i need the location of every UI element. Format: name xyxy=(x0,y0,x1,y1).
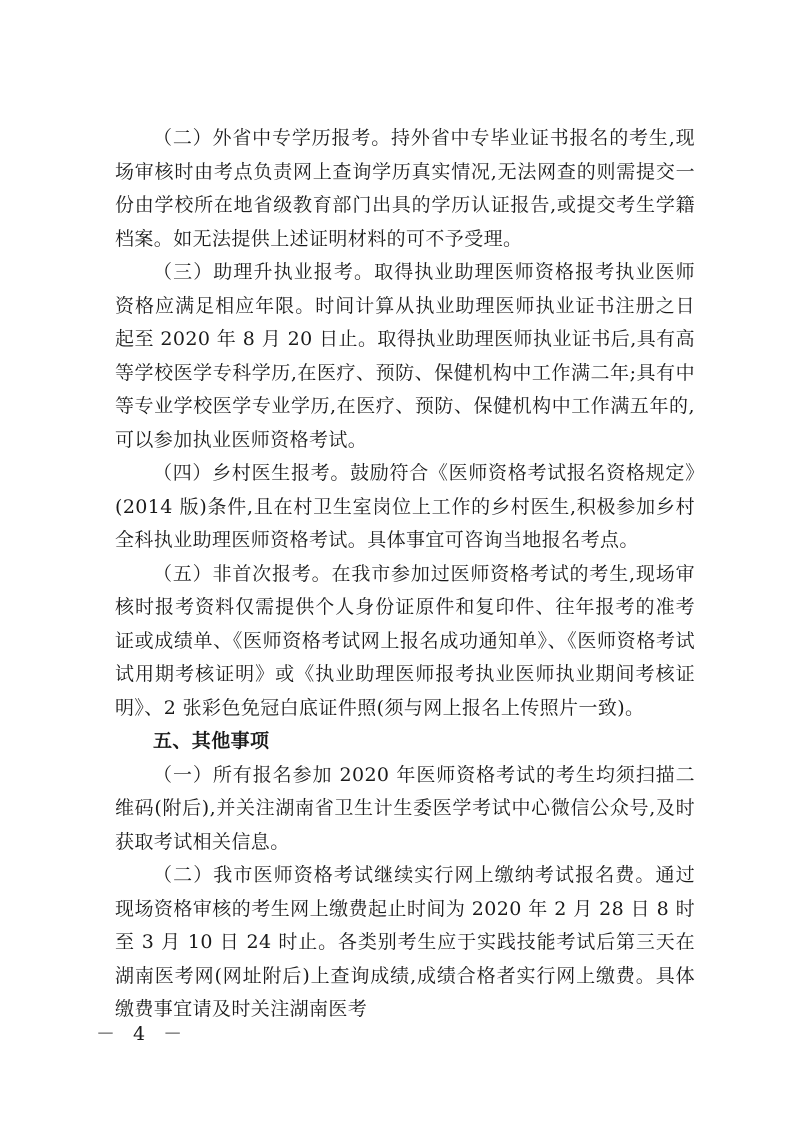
section-heading-other-matters: 五、其他事项 xyxy=(153,730,270,752)
paragraph-assistant-to-practicing: （三）助理升执业报考。取得执业助理医师资格报考执业医师资格应满足相应年限。时间计算从执业助理医师执业证书注册之日起至 2020 年 8 月 20 日止。取得执业助理医师执业证书后,具有高等学校医学专科学历,在医疗、预防、保健机构中工作满二年;具有中等专业学校医学专业学历,在医疗、预防、保健机构中工作满五年的,可以参加执业医师资格考试。 xyxy=(115,261,695,451)
page-number: － 4 － xyxy=(96,1023,189,1045)
paragraph-qr-code: （一）所有报名参加 2020 年医师资格考试的考生均须扫描二维码(附后),并关注湖南省卫生计生委医学考试中心微信公众号,及时获取考试相关信息。 xyxy=(115,763,695,853)
document-body xyxy=(115,122,695,1027)
paragraph-repeat-applicant: （五）非首次报考。在我市参加过医师资格考试的考生,现场审核时报考资料仅需提供个人身份证原件和复印件、往年报考的准考证或成绩单、《医师资格考试网上报名成功通知单》、《医师资格考试试用期考核证明》或《执业助理医师报考执业医师执业期间考核证明》、2 张彩色免冠白底证件照(须与网上报名上传照片一致)。 xyxy=(115,562,695,719)
paragraph-online-fee: （二）我市医师资格考试继续实行网上缴纳考试报名费。通过现场资格审核的考生网上缴费起止时间为 2020 年 2 月 28 日 8 时至 3 月 10 日 24 时止。各类别考生应于实践技能考试后第三天在湖南医考网(网址附后)上查询成绩,成绩合格者实行网上缴费。具体缴费事宜请及时关注湖南医考 xyxy=(115,864,695,1020)
paragraph-rural-doctor: （四）乡村医生报考。鼓励符合《医师资格考试报名资格规定》(2014 版)条件,且在村卫生室岗位上工作的乡村医生,积极参加乡村全科执业助理医师资格考试。具体事宜可咨询当地报名考点。 xyxy=(115,462,695,551)
paragraph-out-of-province-diploma: （二）外省中专学历报考。持外省中专毕业证书报名的考生,现场审核时由考点负责网上查询学历真实情况,无法网查的则需提交一份由学校所在地省级教育部门出具的学历认证报告,或提交考生学籍档案。如无法提供上述证明材料的可不予受理。 xyxy=(115,127,695,250)
